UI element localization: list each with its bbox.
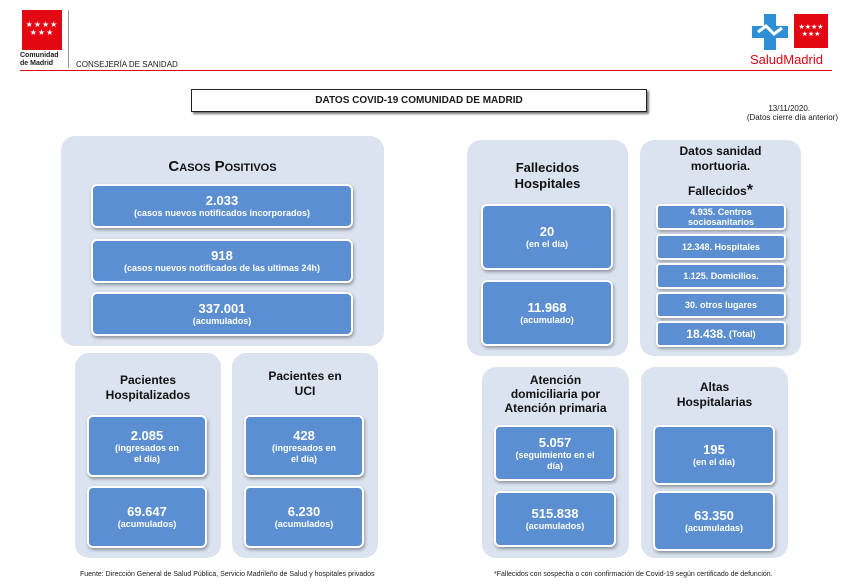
casos-value: 2.033 (205, 193, 239, 208)
mortuoria-panel (640, 140, 801, 356)
uci-panel (232, 353, 378, 558)
casos-desc: (casos nuevos notificados de las ultimas 24h) (123, 263, 321, 273)
altas-dia: 195 (en el día) (653, 425, 775, 485)
casos-value: 918 (211, 248, 233, 263)
casos-nuevos-incorporados (91, 184, 353, 228)
atencion-dia: 5.057 (seguimiento en el día) (494, 425, 616, 481)
mortuoria-item: 4.935. Centros sociosanitarios (656, 204, 786, 230)
cm-logo-text: Comunidad de Madrid (20, 52, 59, 67)
salud-logo-text: SaludMadrid (750, 52, 823, 67)
uci-acumulados: 6.230 (acumulados) (244, 486, 364, 548)
casos-desc: (casos nuevos notificados incorporados) (133, 208, 311, 218)
header-rule (20, 70, 832, 71)
salud-cross-icon (750, 12, 790, 52)
mortuoria-title: Datos sanidad mortuoria. (679, 144, 762, 173)
uci-title: Pacientes en UCI (268, 369, 342, 398)
altas-panel (641, 367, 788, 558)
hospitalizados-dia: 2.085 (ingresados en el día) (87, 415, 207, 477)
mortuoria-item: 1.125. Domicilios. (656, 263, 786, 289)
logo-divider (68, 10, 69, 68)
salud-madrid-logo (750, 12, 830, 70)
report-date: 13/11/2020. (768, 104, 810, 113)
mortuoria-item: 12.348. Hospitales (656, 234, 786, 260)
comunidad-madrid-logo (22, 10, 62, 50)
atencion-acumulados: 515.838 (acumulados) (494, 491, 616, 547)
casos-desc: (acumulados) (192, 316, 252, 326)
mortuoria-item: 30. otros lugares (656, 292, 786, 318)
report-date-note: (Datos cierre día anterior) (746, 113, 838, 122)
fallecidos-title: Fallecidos Hospitales (514, 160, 581, 191)
footer-note: *Fallecidos con sospecha o con confirmación de Covid-19 según certificado de defunción. (494, 571, 773, 578)
casos-value: 337.001 (198, 301, 246, 316)
casos-nuevos-24h (91, 239, 353, 283)
hospitalizados-title: Pacientes Hospitalizados (105, 373, 191, 402)
fallecidos-acumulado: 11.968 (acumulado) (481, 280, 613, 346)
salud-flag-icon: ★★★★ ★★★ (794, 14, 828, 48)
casos-positivos-panel (61, 136, 384, 346)
uci-dia: 428 (ingresados en el día) (244, 415, 364, 477)
consejeria-label: CONSEJERÍA DE SANIDAD (76, 60, 178, 69)
stars-icon: ★★★★ ★★★ (25, 20, 59, 37)
atencion-domiciliaria-panel (482, 367, 629, 558)
mortuoria-subtitle: Fallecidos* (688, 182, 753, 199)
mortuoria-total: 18.438. (Total) (656, 321, 786, 347)
fallecidos-hospitales-panel (467, 140, 628, 356)
footer-source: Fuente: Dirección General de Salud Pública, Servicio Madrileño de Salud y hospitales privados (80, 571, 375, 578)
hospitalizados-acumulados: 69.647 (acumulados) (87, 486, 207, 548)
page-title: DATOS COVID-19 COMUNIDAD DE MADRID (191, 89, 647, 112)
fallecidos-dia: 20 (en el día) (481, 204, 613, 270)
atencion-title: Atención domiciliaria por Atención primaria (504, 373, 607, 415)
casos-acumulados (91, 292, 353, 336)
altas-acumuladas: 63.350 (acumuladas) (653, 491, 775, 551)
altas-title: Altas Hospitalarias (676, 380, 753, 409)
hospitalizados-panel (75, 353, 221, 558)
casos-title: Casos Positivos (168, 158, 277, 175)
asterisk: * (746, 182, 753, 199)
